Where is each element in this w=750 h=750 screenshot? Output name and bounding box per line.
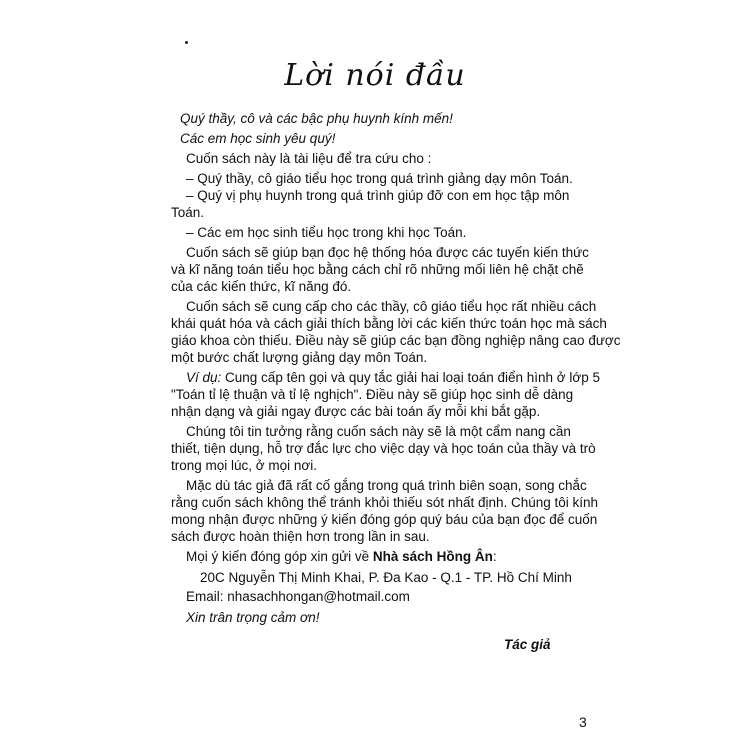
intro-line: Cuốn sách này là tài liệu để tra cứu cho : xyxy=(186,151,432,166)
paragraph-line: thiết, tiện dụng, hỗ trợ đắc lực cho việc dạy và học toán của thầy và trò xyxy=(171,441,596,456)
paragraph-line: khái quát hóa và cách giải thích bằng lời các kiến thức toán học mà sách xyxy=(171,316,607,331)
paragraph-line: và kĩ năng toán tiểu học bằng cách chỉ rõ những mối liên hệ chặt chẽ xyxy=(171,262,584,277)
signature: Tác giả xyxy=(504,637,551,652)
paragraph-line: Cuốn sách sẽ giúp bạn đọc hệ thống hóa được các tuyến kiến thức xyxy=(186,245,589,260)
address-line: 20C Nguyễn Thị Minh Khai, P. Đa Kao - Q.1 - TP. Hồ Chí Minh xyxy=(200,570,572,585)
paragraph-line: một bước chất lượng giảng dạy môn Toán. xyxy=(171,350,428,365)
greeting-line: Quý thầy, cô và các bậc phụ huynh kính mến! xyxy=(180,111,453,126)
paragraph-line: sách được hoàn thiện hơn trong lần in sau. xyxy=(171,529,430,544)
contact-colon: : xyxy=(492,549,497,564)
audience-item: – Quý thầy, cô giáo tiểu học trong quá trình giảng dạy môn Toán. xyxy=(186,171,573,186)
example-text: Cung cấp tên gọi và quy tắc giải hai loại toán điển hình ở lớp 5 xyxy=(221,370,600,385)
example-label: Ví dụ: xyxy=(186,370,222,385)
contact-lead: Mọi ý kiến đóng góp xin gửi về xyxy=(186,549,373,564)
closing-line: Xin trân trọng cảm ơn! xyxy=(186,610,320,625)
paragraph-line xyxy=(186,369,606,387)
paragraph-line: Cuốn sách sẽ cung cấp cho các thầy, cô giáo tiểu học rất nhiều cách xyxy=(186,299,597,314)
audience-item: Toán. xyxy=(171,205,205,220)
publisher-name: Nhà sách Hồng Ân xyxy=(372,549,493,564)
contact-line xyxy=(186,548,606,566)
paragraph-line: Chúng tôi tin tưởng rằng cuốn sách này sẽ là một cẩm nang cần xyxy=(186,424,571,439)
greeting-line: Các em học sinh yêu quý! xyxy=(180,131,336,146)
paragraph-line: "Toán tỉ lệ thuận và tỉ lệ nghịch". Điều này sẽ giúp học sinh dễ dàng xyxy=(171,387,574,402)
audience-item: – Các em học sinh tiểu học trong khi học Toán. xyxy=(186,225,467,240)
ink-dot xyxy=(185,41,188,44)
page-title: Lời nói đầu xyxy=(284,58,466,93)
paragraph-line: Mặc dù tác giả đã rất cố gắng trong quá trình biên soạn, song chắc xyxy=(186,478,587,493)
paragraph-line: của các kiến thức, kĩ năng đó. xyxy=(171,279,352,294)
audience-item: – Quý vị phụ huynh trong quá trình giúp đỡ con em học tập môn xyxy=(186,188,570,203)
email-line: Email: nhasachhongan@hotmail.com xyxy=(186,589,410,604)
paragraph-line: mong nhận được những ý kiến đóng góp quý báu của bạn đọc để cuốn xyxy=(171,512,598,527)
paragraph-line: giáo khoa còn thiếu. Điều này sẽ giúp các bạn đồng nghiệp nâng cao được xyxy=(171,333,621,348)
page-number: 3 xyxy=(579,714,587,730)
paragraph-line: nhận dạng và giải ngay được các bài toán ấy mỗi khi bắt gặp. xyxy=(171,404,541,419)
paragraph-line: trong mọi lúc, ở mọi nơi. xyxy=(171,458,318,473)
paragraph-line: rằng cuốn sách không thể tránh khỏi thiếu sót nhất định. Chúng tôi kính xyxy=(171,495,599,510)
